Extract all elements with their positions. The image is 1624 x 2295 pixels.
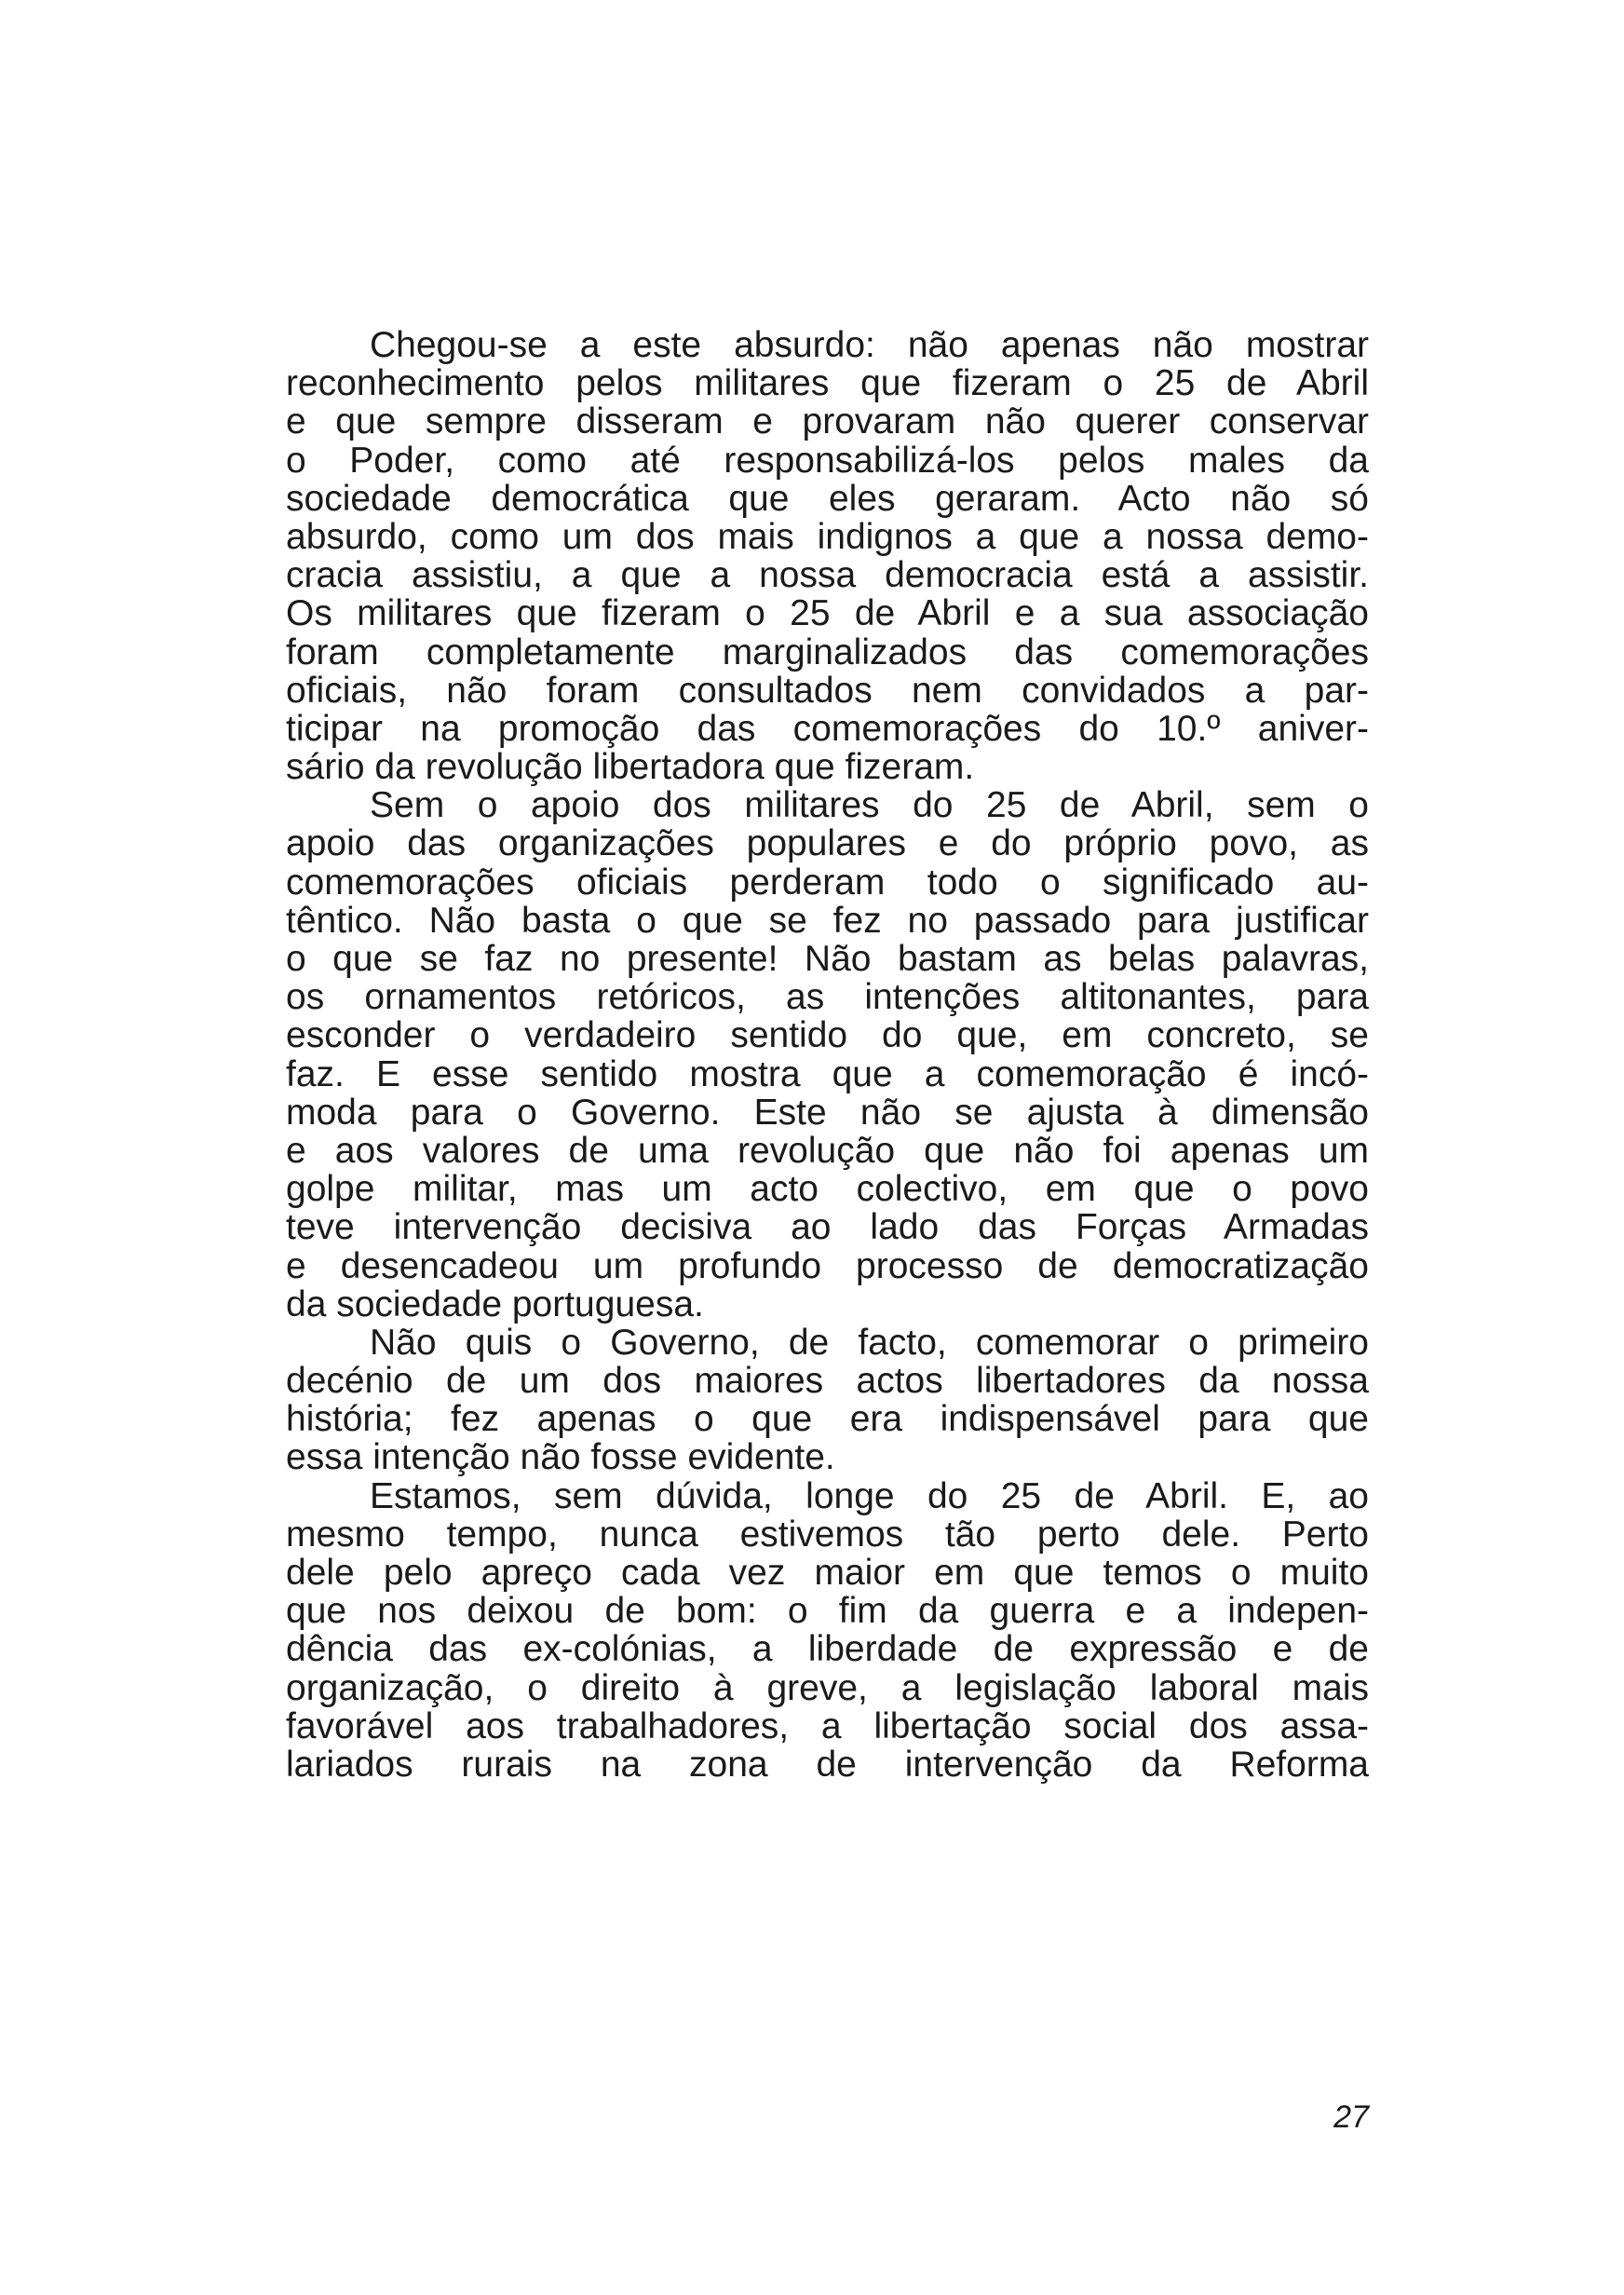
text-line: Os militares que fizeram o 25 de Abril e a sua associação [286,593,1369,634]
text-line: Estamos, sem dúvida, longe do 25 de Abril. E, ao [370,1475,1369,1516]
text-line: têntico. Não basta o que se fez no passado para justificar [286,900,1369,941]
text-line: cracia assistiu, a que a nossa democracia está a assistir. [286,555,1369,596]
text-line: teve intervenção decisiva ao lado das Forças Armadas [286,1207,1369,1248]
text-line: sário da revolução libertadora que fizeram. [286,747,975,788]
text-line: dência das ex-colónias, a liberdade de expressão e de [286,1629,1369,1670]
text-line: o Poder, como até responsabilizá-los pelos males da [286,440,1369,481]
text-line: mesmo tempo, nunca estivemos tão perto dele. Perto [286,1514,1369,1555]
text-line: golpe militar, mas um acto colectivo, em que o povo [286,1169,1369,1210]
text-line: reconhecimento pelos militares que fizeram o 25 de Abril [286,363,1369,404]
text-line: esconder o verdadeiro sentido do que, em concreto, se [286,1015,1369,1056]
paragraph [286,786,1369,1324]
text-line: e aos valores de uma revolução que não foi apenas um [286,1130,1369,1171]
paragraph [286,1324,1369,1477]
text-line: o que se faz no presente! Não bastam as belas palavras, [286,939,1369,979]
text-line: organização, o direito à greve, a legislação laboral mais [286,1667,1369,1708]
page-number: 27 [1333,2099,1369,2135]
text-line: moda para o Governo. Este não se ajusta à dimensão [286,1092,1369,1133]
text-line: oficiais, não foram consultados nem convidados a par- [286,670,1369,711]
text-line: história; fez apenas o que era indispensável para que [286,1399,1369,1440]
text-line: apoio das organizações populares e do próprio povo, as [286,823,1369,864]
text-line: Chegou-se a este absurdo: não apenas não mostrar [370,325,1369,365]
text-line: dele pelo apreço cada vez maior em que temos o muito [286,1553,1369,1593]
text-line: os ornamentos retóricos, as intenções altitonantes, para [286,977,1369,1018]
text-line: da sociedade portuguesa. [286,1283,704,1324]
text-line: decénio de um dos maiores actos libertadores da nossa [286,1361,1369,1402]
text-line: e que sempre disseram e provaram não querer conservar [286,401,1369,442]
text-line: comemorações oficiais perderam todo o significado au- [286,862,1369,903]
text-line: Sem o apoio dos militares do 25 de Abril, sem o [370,785,1369,826]
body-text [286,326,1369,1784]
text-line: favorável aos trabalhadores, a libertação social dos assa- [286,1705,1369,1746]
text-line: absurdo, como um dos mais indignos a que a nossa demo- [286,516,1369,557]
text-line: faz. E esse sentido mostra que a comemoração é incó- [286,1053,1369,1094]
text-line: sociedade democrática que eles geraram. Acto não só [286,478,1369,519]
text-line: que nos deixou de bom: o fim da guerra e a indepen- [286,1591,1369,1632]
paragraph [286,1477,1369,1785]
paragraph [286,326,1369,786]
text-line: lariados rurais na zona de intervenção da Reforma [286,1744,1369,1785]
text-line: Não quis o Governo, de facto, comemorar o primeiro [370,1322,1369,1363]
text-line: essa intenção não fosse evidente. [286,1437,835,1478]
text-line: ticipar na promoção das comemorações do 10.º aniver- [286,708,1369,749]
text-line: foram completamente marginalizados das comemorações [286,631,1369,672]
text-line: e desencadeou um profundo processo de democratização [286,1245,1369,1286]
